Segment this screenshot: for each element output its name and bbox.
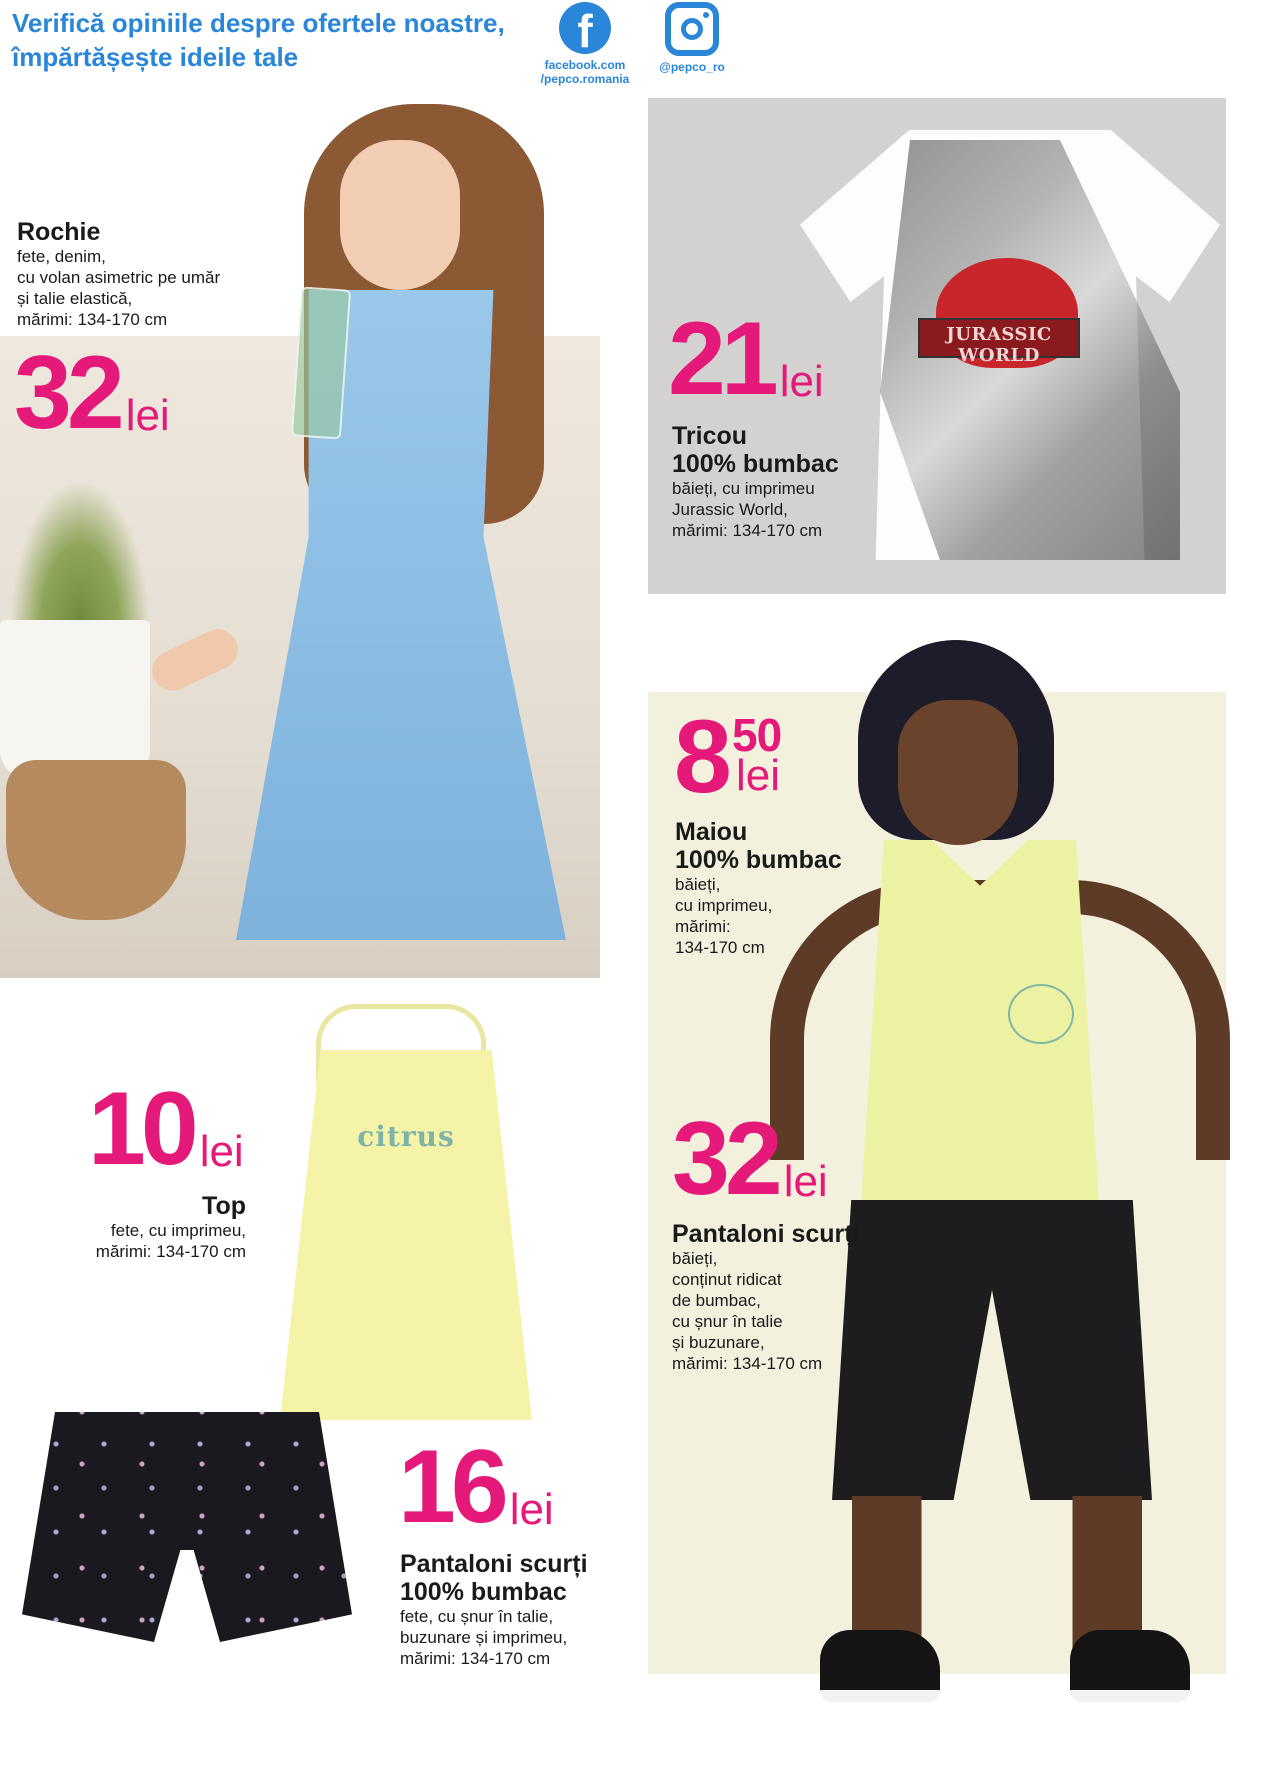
citrus-top-photo [280,1050,532,1420]
rochie-price-currency: lei [125,391,170,440]
pantaloni-baieti-price-value: 32 [672,1101,778,1217]
rochie-desc-3: și talie elastică, [17,289,133,308]
instagram-link[interactable] [652,2,732,74]
maiou-price [674,699,814,815]
boy-face [898,700,1018,845]
basket-decoration [6,760,186,920]
tricou-price [668,301,824,417]
instagram-handle: @pepco_ro [659,60,725,74]
rochie-info [17,218,220,330]
maiou-desc-1: băieți, [675,875,721,894]
pantaloni-fete-desc-1: fete, cu șnur în talie, [400,1607,554,1626]
rochie-desc-4: mărimi: 134-170 cm [17,310,168,329]
pantaloni-fete-price-value: 16 [398,1429,504,1545]
top-name: Top [202,1192,246,1220]
left-sneaker [820,1630,940,1702]
pantaloni-baieti-price [672,1101,828,1217]
pantaloni-fete-price [398,1429,554,1545]
top-price-value: 10 [88,1071,194,1187]
palm-print [22,1412,352,1642]
top-info [20,1192,246,1262]
tricou-info [672,422,839,541]
maiou-name: Maiou [675,818,748,846]
pantaloni-baieti-info [672,1220,860,1374]
rochie-desc-1: fete, denim, [17,247,106,266]
instagram-icon [665,2,719,56]
maiou-price-cents: 50 [732,709,782,761]
tricou-desc-1: băieți, cu imprimeu [672,479,815,498]
tricou-price-currency: lei [779,357,824,406]
pantaloni-baieti-desc-6: mărimi: 134-170 cm [672,1354,823,1373]
rochie-desc-2: cu volan asimetric pe umăr [17,268,221,287]
plant-decoration [10,480,150,630]
facebook-url-line-1: facebook.com [544,58,626,72]
header-message [12,6,505,74]
facebook-icon: f [559,2,611,54]
maiou-material: 100% bumbac [675,846,842,874]
top-price [88,1071,244,1187]
pantaloni-baieti-desc-5: și buzunare, [672,1333,765,1352]
maiou-price-int: 8 [674,699,732,815]
rochie-price [14,335,170,451]
facebook-url-line-2: /pepco.romania [540,72,630,86]
top-desc-2: mărimi: 134-170 cm [95,1242,246,1261]
maiou-desc-4: 134-170 cm [675,938,765,957]
pantaloni-baieti-desc-1: băieți, [672,1249,718,1268]
pantaloni-baieti-desc-4: cu șnur în talie [672,1312,783,1331]
pantaloni-baieti-desc-3: de bumbac, [672,1291,761,1310]
maiou-desc-2: cu imprimeu, [675,896,773,915]
rochie-name: Rochie [17,218,101,246]
right-sneaker [1070,1630,1190,1702]
header-line-1: Verifică opiniile despre ofertele noastre, [12,8,505,38]
tricou-price-value: 21 [668,301,774,417]
pantaloni-fete-price-currency: lei [509,1485,554,1534]
pantaloni-fete-info [400,1550,588,1669]
maiou-info [675,818,842,958]
top-price-currency: lei [199,1127,244,1176]
tricou-name: Tricou [672,422,748,450]
maiou-desc-3: mărimi: [675,917,731,936]
pantaloni-baieti-price-currency: lei [783,1157,828,1206]
top-print-text: citrus [357,1120,455,1153]
plant-pot [0,620,150,780]
pantaloni-fete-desc-3: mărimi: 134-170 cm [400,1649,551,1668]
drink-glass [291,286,351,439]
girl-face [340,140,460,290]
maiou-price-currency: lei [736,751,781,800]
header-line-2: împărtășește ideile tale [12,42,299,72]
rochie-price-value: 32 [14,335,120,451]
top-desc-1: fete, cu imprimeu, [110,1221,246,1240]
jurassic-logo-text: JURASSIC WORLD [946,324,1052,366]
tricou-material: 100% bumbac [672,450,839,478]
tricou-desc-3: mărimi: 134-170 cm [672,521,823,540]
pantaloni-baieti-name: Pantaloni scurți [672,1220,860,1248]
pantaloni-fete-name: Pantaloni scurți [400,1550,588,1578]
pantaloni-fete-material: 100% bumbac [400,1578,567,1606]
pantaloni-baieti-desc-2: conținut ridicat [672,1270,782,1289]
facebook-link[interactable] [530,2,640,86]
pantaloni-fete-desc-2: buzunare și imprimeu, [400,1628,568,1647]
tricou-desc-2: Jurassic World, [672,500,788,519]
tank-print [1008,984,1074,1044]
